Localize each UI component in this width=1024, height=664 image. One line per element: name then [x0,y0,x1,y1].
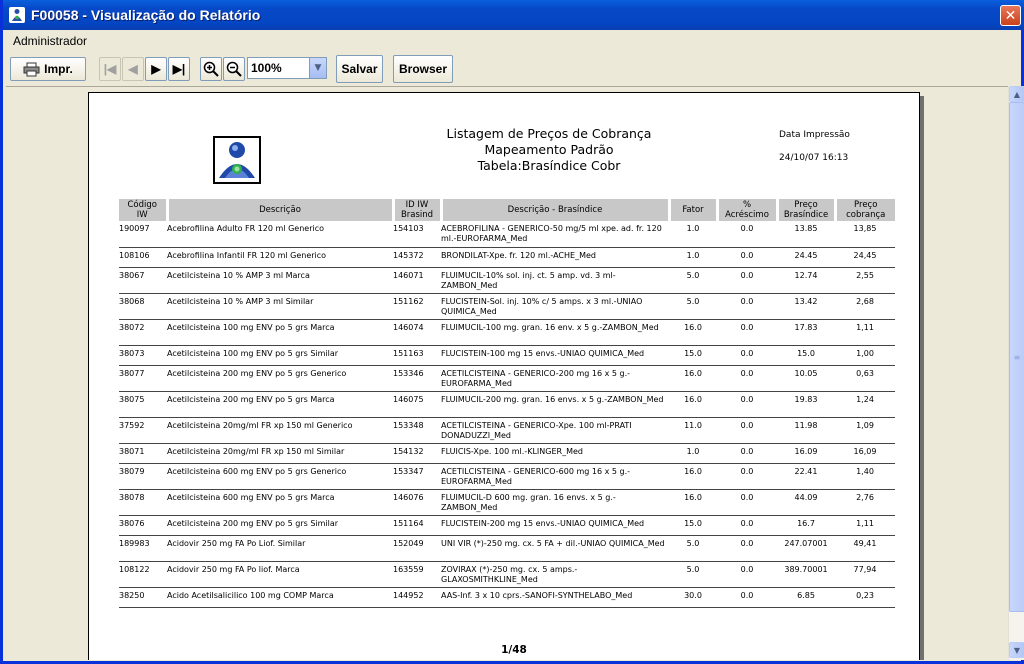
cell-codigo: 38076 [119,515,167,535]
cell-acrescimo: 0.0 [717,417,777,443]
table-row [119,443,895,463]
cell-fator: 5.0 [669,267,717,293]
table-row [119,365,895,391]
cell-acrescimo: 0.0 [717,221,777,247]
cell-preco-cob: 1,00 [835,345,895,365]
price-table [119,199,895,608]
cell-codigo: 108122 [119,561,167,587]
col-header-preco-bras: Preço Brasíndice [777,199,835,221]
cell-id: 153348 [393,417,441,443]
cell-codigo: 37592 [119,417,167,443]
cell-fator: 16.0 [669,365,717,391]
table-row [119,489,895,515]
cell-desc-bras: FLUIMUCIL-200 mg. gran. 16 envs. x 5 g.-ZAMBON_Med [441,391,669,417]
cell-descricao: Acetilcisteina 20mg/ml FR xp 150 ml Generico [167,417,393,443]
grip-icon: ≡ [1013,352,1021,362]
cell-preco-bras: 389.70001 [777,561,835,587]
table-row [119,417,895,443]
cell-fator: 5.0 [669,561,717,587]
zoom-out-button[interactable] [223,57,245,81]
prev-page-button[interactable] [122,57,144,81]
cell-preco-bras: 15.0 [777,345,835,365]
cell-desc-bras: ACETILCISTEINA - GENERICO-600 mg 16 x 5 g.-EUROFARMA_Med [441,463,669,489]
cell-preco-bras: 16.7 [777,515,835,535]
cell-descricao: Acebrofilina Infantil FR 120 ml Generico [167,247,393,267]
cell-fator: 16.0 [669,391,717,417]
cell-preco-cob: 13,85 [835,221,895,247]
cell-id: 151163 [393,345,441,365]
browser-button[interactable]: Browser [393,55,453,83]
cell-acrescimo: 0.0 [717,293,777,319]
cell-preco-cob: 1,24 [835,391,895,417]
col-header-preco-cob: Preço cobrança [835,199,895,221]
cell-fator: 5.0 [669,535,717,561]
cell-preco-cob: 2,68 [835,293,895,319]
cell-codigo: 108106 [119,247,167,267]
page-number: 1/48 [501,644,527,656]
cell-id: 163559 [393,561,441,587]
cell-fator: 16.0 [669,463,717,489]
cell-preco-bras: 13.85 [777,221,835,247]
cell-codigo: 38078 [119,489,167,515]
table-row [119,391,895,417]
col-header-id: ID IW Brasind [393,199,441,221]
cell-acrescimo: 0.0 [717,365,777,391]
cell-preco-bras: 12.74 [777,267,835,293]
last-page-icon: ▶| [172,62,186,76]
cell-preco-cob: 77,94 [835,561,895,587]
cell-acrescimo: 0.0 [717,345,777,365]
cell-descricao: Acetilcisteina 100 mg ENV po 5 grs Similar [167,345,393,365]
cell-acrescimo: 0.0 [717,515,777,535]
cell-codigo: 38079 [119,463,167,489]
cell-descricao: Acidovir 250 mg FA Po liof. Marca [167,561,393,587]
cell-desc-bras: ZOVIRAX (*)-250 mg. cx. 5 amps.-GLAXOSMITHKLINE_Med [441,561,669,587]
table-row [119,247,895,267]
cell-id: 144952 [393,587,441,607]
cell-codigo: 38068 [119,293,167,319]
cell-acrescimo: 0.0 [717,561,777,587]
table-row [119,345,895,365]
cell-preco-cob: 0,23 [835,587,895,607]
cell-id: 146076 [393,489,441,515]
cell-desc-bras: AAS-Inf. 3 x 10 cprs.-SANOFI-SYNTHELABO_Med [441,587,669,607]
cell-preco-cob: 49,41 [835,535,895,561]
cell-preco-cob: 2,76 [835,489,895,515]
cell-preco-bras: 11.98 [777,417,835,443]
vertical-scrollbar[interactable] [1008,86,1024,660]
close-button[interactable]: ✕ [1000,5,1021,26]
cell-fator: 30.0 [669,587,717,607]
cell-descricao: Acetilcisteina 100 mg ENV po 5 grs Marca [167,319,393,345]
table-row [119,221,895,247]
report-title [389,126,709,174]
cell-desc-bras: ACETILCISTEINA - GENERICO-200 mg 16 x 5 g.-EUROFARMA_Med [441,365,669,391]
cell-desc-bras: FLUCISTEIN-100 mg 15 envs.-UNIAO QUIMICA_Med [441,345,669,365]
print-date-label: Data Impressão [779,130,850,140]
cell-preco-bras: 13.42 [777,293,835,319]
table-row [119,561,895,587]
table-row [119,293,895,319]
cell-desc-bras: FLUIMUCIL-D 600 mg. gran. 16 envs. x 5 g.-ZAMBON_Med [441,489,669,515]
cell-acrescimo: 0.0 [717,587,777,607]
cell-fator: 16.0 [669,319,717,345]
cell-preco-bras: 6.85 [777,587,835,607]
table-row [119,515,895,535]
cell-acrescimo: 0.0 [717,535,777,561]
cell-preco-cob: 1,40 [835,463,895,489]
table-body [119,221,895,607]
cell-acrescimo: 0.0 [717,489,777,515]
scroll-up-button[interactable] [1009,86,1024,102]
cell-preco-bras: 19.83 [777,391,835,417]
cell-preco-bras: 16.09 [777,443,835,463]
cell-descricao: Acetilcisteina 600 mg ENV po 5 grs Generico [167,463,393,489]
cell-codigo: 190097 [119,221,167,247]
cell-fator: 11.0 [669,417,717,443]
cell-acrescimo: 0.0 [717,443,777,463]
col-header-descricao: Descrição [167,199,393,221]
zoom-in-button[interactable] [200,57,222,81]
cell-preco-bras: 22.41 [777,463,835,489]
cell-desc-bras: ACEBROFILINA - GENERICO-50 mg/5 ml xpe. ad. fr. 120 ml.-EUROFARMA_Med [441,221,669,247]
cell-fator: 15.0 [669,345,717,365]
cell-fator: 16.0 [669,489,717,515]
cell-id: 154132 [393,443,441,463]
printer-icon [23,62,40,77]
cell-acrescimo: 0.0 [717,391,777,417]
cell-preco-bras: 17.83 [777,319,835,345]
report-page [88,92,920,660]
cell-id: 153347 [393,463,441,489]
scroll-up-icon: ▲ [1013,89,1021,99]
last-page-button[interactable] [168,57,190,81]
table-row [119,587,895,607]
col-header-acrescimo: % Acréscimo [717,199,777,221]
cell-desc-bras: BRONDILAT-Xpe. fr. 120 ml.-ACHE_Med [441,247,669,267]
window-title: F00058 - Visualização do Relatório [31,7,261,23]
cell-desc-bras: UNI VIR (*)-250 mg. cx. 5 FA + dil.-UNIAO QUIMICA_Med [441,535,669,561]
cell-id: 153346 [393,365,441,391]
menu-bar [6,30,1024,52]
prev-page-icon: ◀ [128,62,138,76]
table-row [119,535,895,561]
table-header-row [119,199,895,221]
cell-fator: 1.0 [669,221,717,247]
cell-preco-cob: 1,09 [835,417,895,443]
cell-desc-bras: FLUIMUCIL-10% sol. inj. ct. 5 amp. vd. 3 ml-ZAMBON_Med [441,267,669,293]
cell-id: 151164 [393,515,441,535]
report-title-line3: Tabela:Brasíndice Cobr [477,158,621,173]
zoom-value: 100% [251,61,282,75]
cell-id: 152049 [393,535,441,561]
toolbar [6,54,1024,84]
cell-preco-bras: 247.07001 [777,535,835,561]
cell-preco-cob: 24,45 [835,247,895,267]
chevron-down-icon[interactable]: ▼ [309,58,326,78]
cell-descricao: Acetilcisteina 200 mg ENV po 5 grs Marca [167,391,393,417]
next-page-icon: ▶ [151,62,161,76]
cell-descricao: Acebrofilina Adulto FR 120 ml Generico [167,221,393,247]
cell-acrescimo: 0.0 [717,267,777,293]
cell-descricao: Acidovir 250 mg FA Po Liof. Similar [167,535,393,561]
print-label: Impr. [44,62,73,76]
first-page-button[interactable] [99,57,121,81]
table-row [119,267,895,293]
cell-descricao: Acetilcisteina 10 % AMP 3 ml Marca [167,267,393,293]
menu-item-user[interactable]: Administrador [13,34,88,48]
cell-codigo: 38250 [119,587,167,607]
cell-codigo: 38072 [119,319,167,345]
cell-preco-bras: 10.05 [777,365,835,391]
cell-id: 145372 [393,247,441,267]
cell-preco-bras: 44.09 [777,489,835,515]
cell-desc-bras: FLUIMUCIL-100 mg. gran. 16 env. x 5 g.-ZAMBON_Med [441,319,669,345]
col-header-fator: Fator [669,199,717,221]
cell-preco-cob: 16,09 [835,443,895,463]
cell-fator: 5.0 [669,293,717,319]
cell-codigo: 38075 [119,391,167,417]
cell-descricao: Acetilcisteina 600 mg ENV po 5 grs Marca [167,489,393,515]
cell-acrescimo: 0.0 [717,463,777,489]
report-title-line1: Listagem de Preços de Cobrança [446,126,652,141]
scroll-down-icon: ▼ [1013,645,1021,655]
cell-desc-bras: FLUCISTEIN-Sol. inj. 10% c/ 5 amps. x 3 ml.-UNIAO QUIMICA_Med [441,293,669,319]
cell-codigo: 38073 [119,345,167,365]
cell-descricao: Acetilcisteina 200 mg ENV po 5 grs Similar [167,515,393,535]
scroll-down-button[interactable] [1009,642,1024,658]
cell-preco-cob: 2,55 [835,267,895,293]
next-page-button[interactable] [145,57,167,81]
report-viewport[interactable] [6,86,1008,660]
cell-fator: 15.0 [669,515,717,535]
report-title-line2: Mapeamento Padrão [484,142,614,157]
cell-descricao: Acetilcisteina 200 mg ENV po 5 grs Generico [167,365,393,391]
first-page-icon: |◀ [103,62,117,76]
cell-desc-bras: ACETILCISTEINA - GENERICO-Xpe. 100 ml-PRATI DONADUZZI_Med [441,417,669,443]
cell-descricao: Acido Acetilsalicilico 100 mg COMP Marca [167,587,393,607]
col-header-codigo: Código IW [119,199,167,221]
zoom-in-icon [203,61,219,77]
cell-desc-bras: FLUCISTEIN-200 mg 15 envs.-UNIAO QUIMICA_Med [441,515,669,535]
cell-id: 146074 [393,319,441,345]
cell-acrescimo: 0.0 [717,247,777,267]
cell-desc-bras: FLUICIS-Xpe. 100 ml.-KLINGER_Med [441,443,669,463]
cell-descricao: Acetilcisteina 10 % AMP 3 ml Similar [167,293,393,319]
col-header-desc-bras: Descrição - Brasíndice [441,199,669,221]
app-icon [9,7,25,23]
print-date-value: 24/10/07 16:13 [779,153,849,163]
title-bar [3,0,1024,30]
cell-fator: 1.0 [669,443,717,463]
print-button[interactable] [10,57,86,81]
cell-id: 146075 [393,391,441,417]
cell-codigo: 38067 [119,267,167,293]
cell-codigo: 38071 [119,443,167,463]
cell-preco-cob: 1,11 [835,319,895,345]
cell-acrescimo: 0.0 [717,319,777,345]
table-row [119,319,895,345]
cell-fator: 1.0 [669,247,717,267]
save-button[interactable]: Salvar [336,55,383,83]
cell-preco-cob: 1,11 [835,515,895,535]
cell-id: 146071 [393,267,441,293]
company-logo [213,136,261,184]
scroll-thumb[interactable] [1009,102,1024,612]
cell-id: 151162 [393,293,441,319]
cell-descricao: Acetilcisteina 20mg/ml FR xp 150 ml Similar [167,443,393,463]
zoom-select[interactable] [247,57,327,79]
zoom-out-icon [226,61,242,77]
cell-codigo: 38077 [119,365,167,391]
cell-id: 154103 [393,221,441,247]
cell-codigo: 189983 [119,535,167,561]
cell-preco-cob: 0,63 [835,365,895,391]
cell-preco-bras: 24.45 [777,247,835,267]
table-row [119,463,895,489]
